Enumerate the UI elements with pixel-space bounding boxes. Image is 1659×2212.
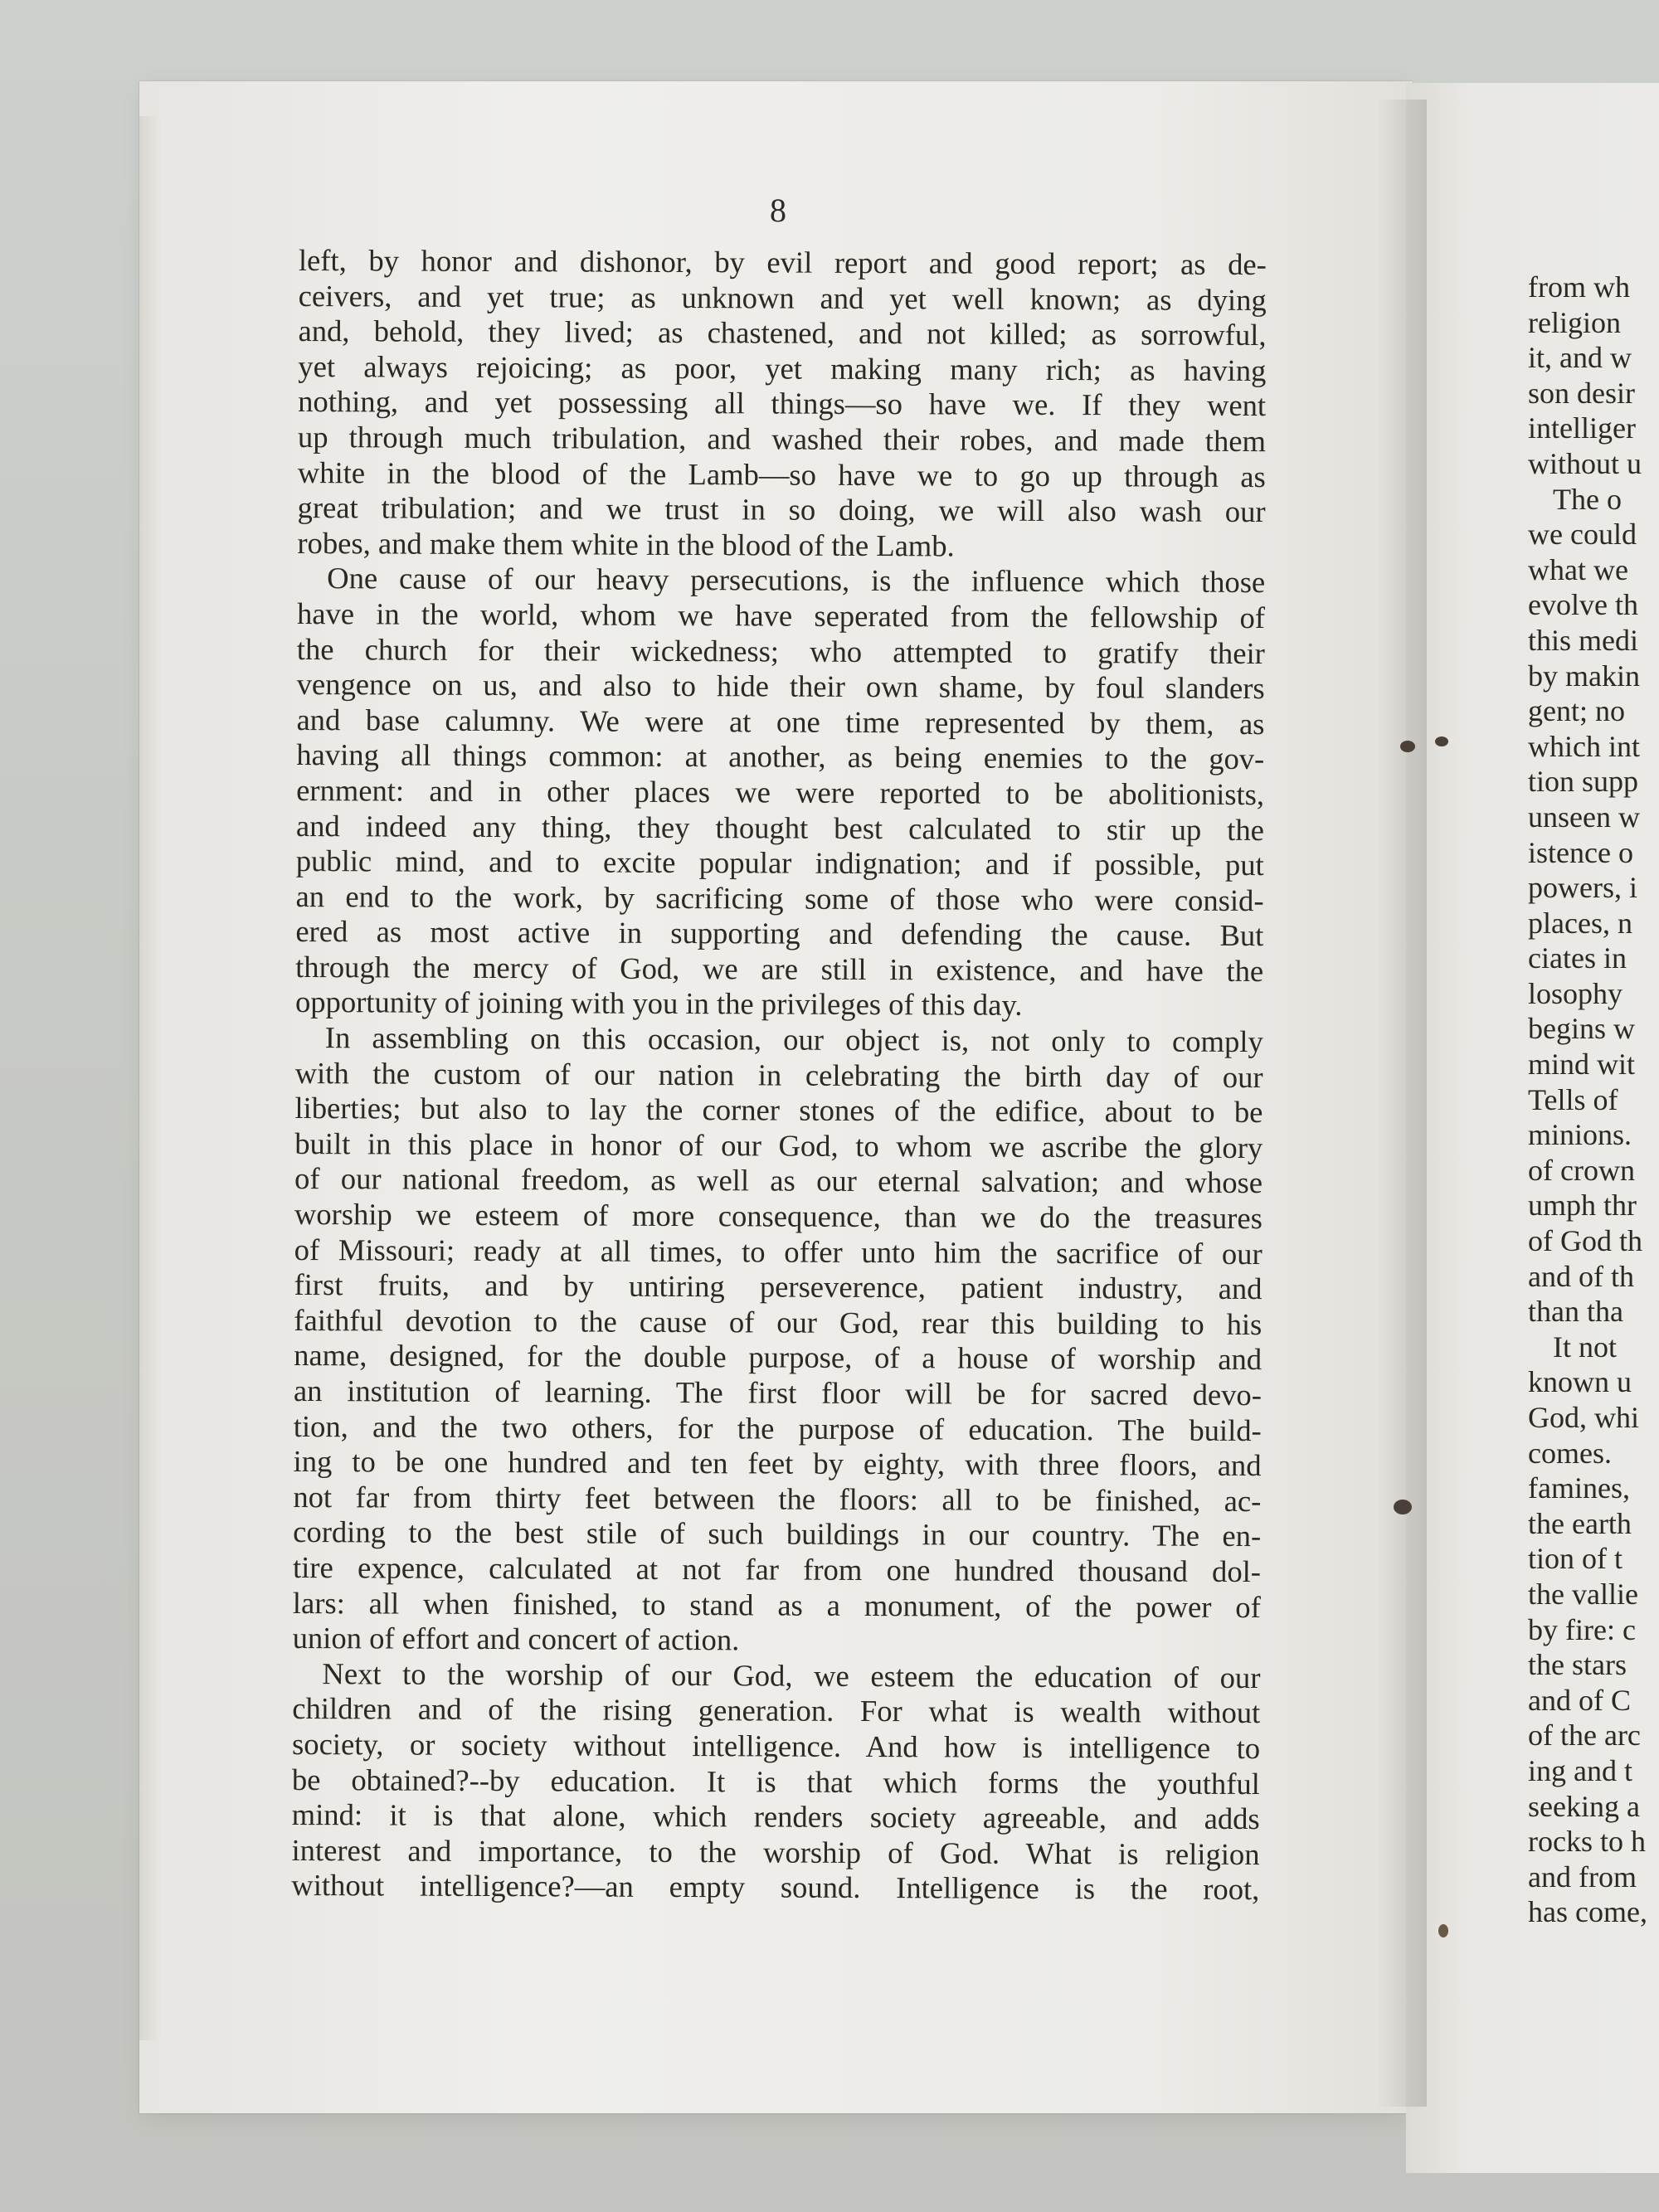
text-line: public mind, and to excite popular indignation; and if possible, put xyxy=(295,843,1264,882)
text-line: interest and importance, to the worship of God. What is religion xyxy=(291,1832,1260,1871)
text-line: ing and t xyxy=(1528,1753,1632,1787)
text-line: powers, i xyxy=(1528,871,1637,905)
ink-spot xyxy=(1394,1500,1412,1514)
text-line: ceivers, and yet true; as unknown and yet well known; as dying xyxy=(298,278,1267,317)
text-line: vengence on us, and also to hide their own shame, by foul slanders xyxy=(296,667,1265,706)
text-line: built in this place in honor of our God, to whom we ascribe the glory xyxy=(294,1125,1263,1164)
text-line: places, n xyxy=(1528,906,1632,940)
text-line: we could xyxy=(1528,518,1637,552)
text-line: In assembling on this occasion, our object is, not only to comply xyxy=(324,1020,1263,1059)
text-line: and of C xyxy=(1528,1683,1631,1717)
text-line: cording to the best stile of such buildings in our country. The en- xyxy=(293,1514,1262,1553)
text-line: and of th xyxy=(1528,1259,1634,1293)
text-line: has come, xyxy=(1528,1895,1647,1929)
text-line: of our national freedom, as well as our eternal salvation; and whose xyxy=(294,1161,1263,1200)
left-page-edge xyxy=(139,116,164,2040)
text-line: unseen w xyxy=(1528,800,1640,834)
text-line: liberties; but also to lay the corner stones of the edifice, about to be xyxy=(294,1091,1263,1130)
text-line: tion supp xyxy=(1528,765,1639,799)
text-line: Next to the worship of our God, we esteem the education of our xyxy=(322,1655,1261,1694)
text-line: comes. xyxy=(1528,1436,1612,1470)
text-line: an end to the work, by sacrificing some of those who were consid- xyxy=(295,878,1264,917)
text-line: seeking a xyxy=(1528,1789,1640,1823)
text-line: It not xyxy=(1553,1330,1617,1364)
text-line: lars: all when finished, to stand as a monument, of the power of xyxy=(292,1585,1261,1624)
text-line: not far from thirty feet between the floors: all to be finished, ac- xyxy=(293,1479,1262,1518)
text-line: by makin xyxy=(1528,659,1640,693)
text-line: this medi xyxy=(1528,623,1638,657)
text-line: tion of t xyxy=(1528,1542,1623,1576)
text-line: faithful devotion to the cause of our God, rear this building to his xyxy=(294,1302,1262,1341)
text-line: society, or society without intelligence. And how is intelligence to xyxy=(292,1726,1261,1766)
text-line: up through much tribulation, and washed their robes, and made them xyxy=(297,419,1267,459)
text-line: famines, xyxy=(1528,1471,1630,1505)
text-line: of God th xyxy=(1528,1224,1642,1258)
text-line: with the custom of our nation in celebrating the birth day of our xyxy=(294,1055,1263,1094)
text-line: name, designed, for the double purpose, of a house of worship and xyxy=(294,1338,1262,1377)
text-line: son desir xyxy=(1528,376,1635,410)
ink-spot xyxy=(1438,1924,1448,1937)
text-line: ing to be one hundred and ten feet by eighty, with three floors, and xyxy=(293,1444,1262,1483)
text-line: mind wit xyxy=(1528,1048,1636,1082)
text-line: the earth xyxy=(1528,1506,1632,1540)
text-line: it, and w xyxy=(1528,341,1632,375)
text-line: of the arc xyxy=(1528,1719,1641,1753)
text-line: an institution of learning. The first floor will be for sacred devo- xyxy=(293,1373,1262,1412)
text-line: intelliger xyxy=(1528,411,1636,445)
text-line: istence o xyxy=(1528,835,1633,869)
text-line: great tribulation; and we trust in so doing, we will also wash our xyxy=(297,490,1266,529)
text-line: opportunity of joining with you in the privileges of this day. xyxy=(294,984,1023,1023)
text-line: minions. xyxy=(1528,1118,1632,1152)
book-gutter xyxy=(1377,100,1427,2107)
text-line: which int xyxy=(1528,729,1640,763)
text-line: The o xyxy=(1553,482,1622,516)
text-line: the vallie xyxy=(1528,1577,1638,1611)
text-line: of Missouri; ready at all times, to offer unto him the sacrifice of our xyxy=(294,1232,1262,1271)
text-line: be obtained?--by education. It is that which forms the youthful xyxy=(291,1762,1260,1801)
text-line: ered as most active in supporting and defending the cause. But xyxy=(295,914,1264,953)
text-line: union of effort and concert of action. xyxy=(292,1621,740,1657)
text-line: of crown xyxy=(1528,1153,1635,1187)
text-line: mind: it is that alone, which renders society agreeable, and adds xyxy=(291,1797,1260,1836)
text-line: begins w xyxy=(1528,1012,1635,1046)
text-line: and, behold, they lived; as chastened, and not killed; as sorrowful, xyxy=(298,314,1267,352)
text-line: children and of the rising generation. For what is wealth without xyxy=(292,1691,1261,1730)
text-line: the stars xyxy=(1528,1648,1627,1682)
text-line: rocks to h xyxy=(1528,1825,1646,1859)
text-line: evolve th xyxy=(1528,588,1638,622)
ink-spot xyxy=(1435,737,1448,746)
text-line: ernment: and in other places we were reported to be abolitionists, xyxy=(296,772,1265,811)
text-line: and indeed any thing, they thought best calculated to stir up the xyxy=(295,808,1265,847)
text-line: religion xyxy=(1528,305,1621,339)
right-page-text xyxy=(1528,270,1659,1930)
text-line: have in the world, whom we have seperated from the fellowship of xyxy=(296,596,1266,635)
text-line: Tells of xyxy=(1528,1082,1618,1116)
text-line: One cause of our heavy persecutions, is the influence which those xyxy=(327,561,1266,600)
text-line: what we xyxy=(1528,552,1628,586)
text-line: known u xyxy=(1528,1365,1632,1399)
text-line: gent; no xyxy=(1528,694,1625,728)
text-line: and from xyxy=(1528,1860,1637,1894)
text-line: from wh xyxy=(1528,270,1630,304)
text-line: than tha xyxy=(1528,1295,1623,1329)
text-line: having all things common: at another, as being enemies to the gov- xyxy=(296,737,1265,776)
text-line: God, whi xyxy=(1528,1401,1639,1434)
text-line: tion, and the two others, for the purpose of education. The build- xyxy=(293,1408,1262,1447)
text-line: losophy xyxy=(1528,976,1623,1010)
text-line: through the mercy of God, we are still in existence, and have the xyxy=(295,949,1264,988)
left-page-text xyxy=(291,243,1267,1908)
text-line: left, by honor and dishonor, by evil report and good report; as de- xyxy=(298,243,1267,282)
page-number: 8 xyxy=(770,192,786,229)
text-line: tire expence, calculated at not far from one hundred thousand dol- xyxy=(292,1549,1262,1589)
text-line: umph thr xyxy=(1528,1189,1637,1223)
text-line: nothing, and yet possessing all things—so have we. If they went xyxy=(298,384,1267,423)
text-line: robes, and make them white in the blood of the Lamb. xyxy=(297,525,955,563)
text-line: yet always rejoicing; as poor, yet making many rich; as having xyxy=(298,348,1267,387)
text-line: white in the blood of the Lamb—so have we to go up through as xyxy=(297,455,1266,493)
text-line: first fruits, and by untiring perseverence, patient industry, and xyxy=(294,1267,1262,1306)
text-line: without intelligence?—an empty sound. Intelligence is the root, xyxy=(291,1868,1260,1907)
text-line: worship we esteem of more consequence, than we do the treasures xyxy=(294,1197,1262,1236)
text-line: and base calumny. We were at one time represented by them, as xyxy=(296,702,1265,741)
text-line: ciates in xyxy=(1528,941,1627,975)
text-line: the church for their wickedness; who attempted to gratify their xyxy=(296,631,1265,670)
text-line: by fire: c xyxy=(1528,1612,1636,1646)
ink-spot xyxy=(1400,741,1415,752)
text-line: without u xyxy=(1528,446,1642,480)
